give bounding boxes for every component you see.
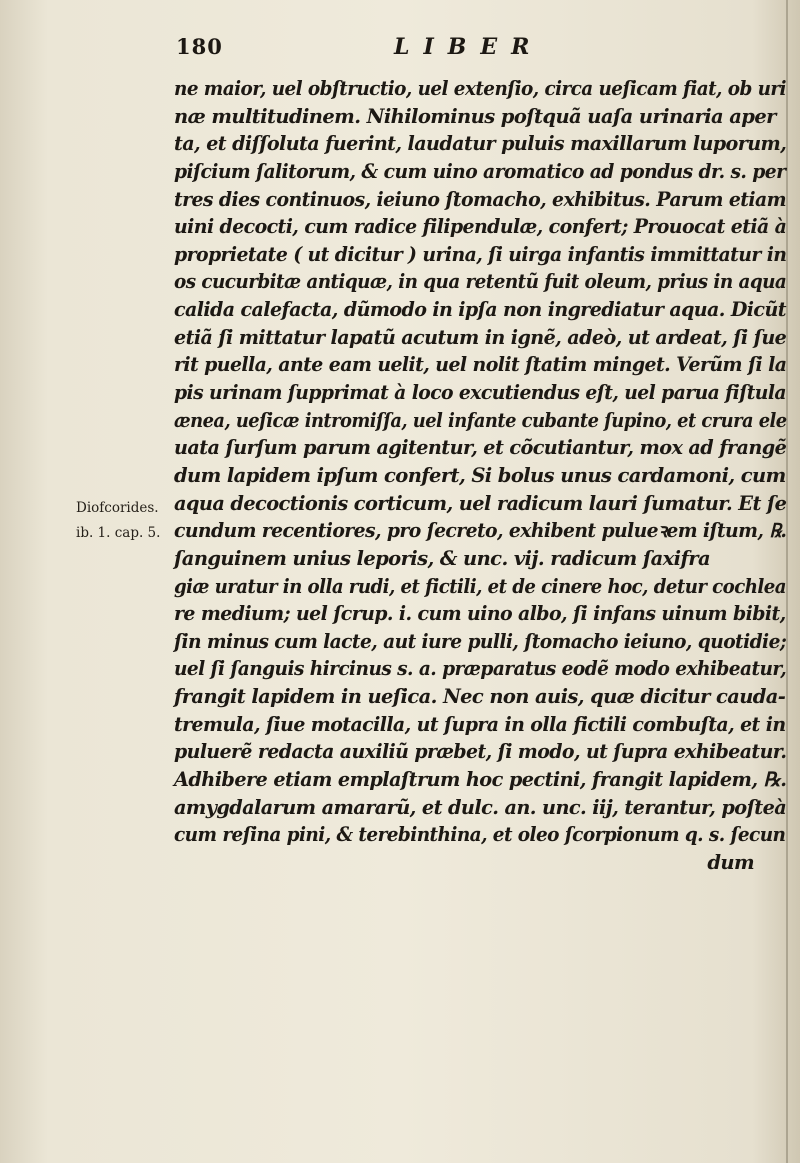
text-line: amygdalarum amararũ, et dulc. an. unc. iij, terantur, poſteà xyxy=(174,795,787,819)
text-line: aqua decoctionis corticum, uel radicum lauri ſumatur. Et ſe xyxy=(174,491,787,515)
text-line: ne maior, uel obſtructio, uel extenſio, circa ueſicam fiat, ob uri xyxy=(174,77,786,100)
text-line: pis urinam ſupprimat à loco excutiendus eſt, uel parua fiſtula xyxy=(174,381,786,405)
text-line: frangit lapidem in ueſica. Nec non auis, quæ dicitur cauda- xyxy=(174,685,786,709)
text-line: Adhibere etiam emplaſtrum hoc pectini, frangit lapidem, ℞. xyxy=(174,768,787,792)
text-line: dum lapidem ipſum confert, Si bolus unus cardamoni, cum xyxy=(174,463,786,487)
text-line: rit puella, ante eam uelit, uel nolit ſtatim minget. Verũm ſi la xyxy=(174,353,787,377)
text-line: tres dies continuos, ieiuno ſtomacho, exhibitus. Parum etiam xyxy=(174,187,787,211)
text-line: næ multitudinem. Nihilominus poſtquã uaſa urinaria aper xyxy=(174,104,776,128)
text-line: etiã ſi mittatur lapatũ acutum in ignẽ, adeò, ut ardeat, ſi ſue xyxy=(174,325,787,349)
page-number: 180 xyxy=(176,34,223,59)
catchword: dum xyxy=(707,850,754,874)
text-line: calida calefacta, dũmodo in ipſa non ingrediatur aqua. Dicũt xyxy=(174,298,786,322)
running-title: LIBER xyxy=(394,34,544,60)
text-line: cum reſina pini, & terebinthina, et oleo ſcorpionum q. s. ſecun xyxy=(174,823,786,847)
page-header xyxy=(176,34,776,64)
body-text xyxy=(174,75,794,877)
text-line: ænea, ueſicæ intromiſſa, uel infante cubante ſupino, et crura ele xyxy=(174,408,787,432)
margin-note-source: Diofcorides. xyxy=(76,500,159,516)
text-line: uini decocti, cum radice filipendulæ, confert; Prouocat etiã à xyxy=(174,215,787,239)
text-line: ſin minus cum lacte, aut iure pulli, ſtomacho ieiuno, quotidie; xyxy=(174,629,787,653)
text-line: uata ſurſum parum agitentur, et cõcutiantur, mox ad frangẽ xyxy=(174,436,787,460)
text-line: os cucurbitæ antiquæ, in qua retentũ fuit oleum, prius in aqua xyxy=(174,270,787,294)
margin-note-reference: ib. 1. cap. 5. xyxy=(76,525,161,541)
text-line: tremula, ſiue motacilla, ut ſupra in olla fictili combuſta, et in xyxy=(174,712,786,736)
text-line: giæ uratur in olla rudi, et fictili, et de cinere hoc, detur cochlea xyxy=(174,574,786,598)
text-line: cundum recentiores, pro ſecreto, exhibent pulueꝛem iſtum, ℞. xyxy=(174,519,787,543)
text-line: puluerẽ redacta auxiliũ præbet, ſi modo, ut ſupra exhibeatur. xyxy=(174,740,787,764)
text-line: piſcium ſalitorum, & cum uino aromatico ad pondus dr. s. per xyxy=(174,159,786,183)
text-line: uel ſi ſanguis hircinus s. a. præparatus eodẽ modo exhibeatur, xyxy=(174,657,787,681)
text-line: re medium; uel ſcrup. i. cum uino albo, ſi infans uinum bibit, xyxy=(174,602,786,626)
text-line: proprietate ( ut dicitur ) urina, ſi uirga infantis immittatur in xyxy=(174,242,787,266)
text-line: ta, et diſſoluta fuerint, laudatur puluis maxillarum luporum, xyxy=(174,132,787,156)
text-line: ſanguinem unius leporis, & unc. vij. radicum ſaxifra xyxy=(174,546,710,570)
